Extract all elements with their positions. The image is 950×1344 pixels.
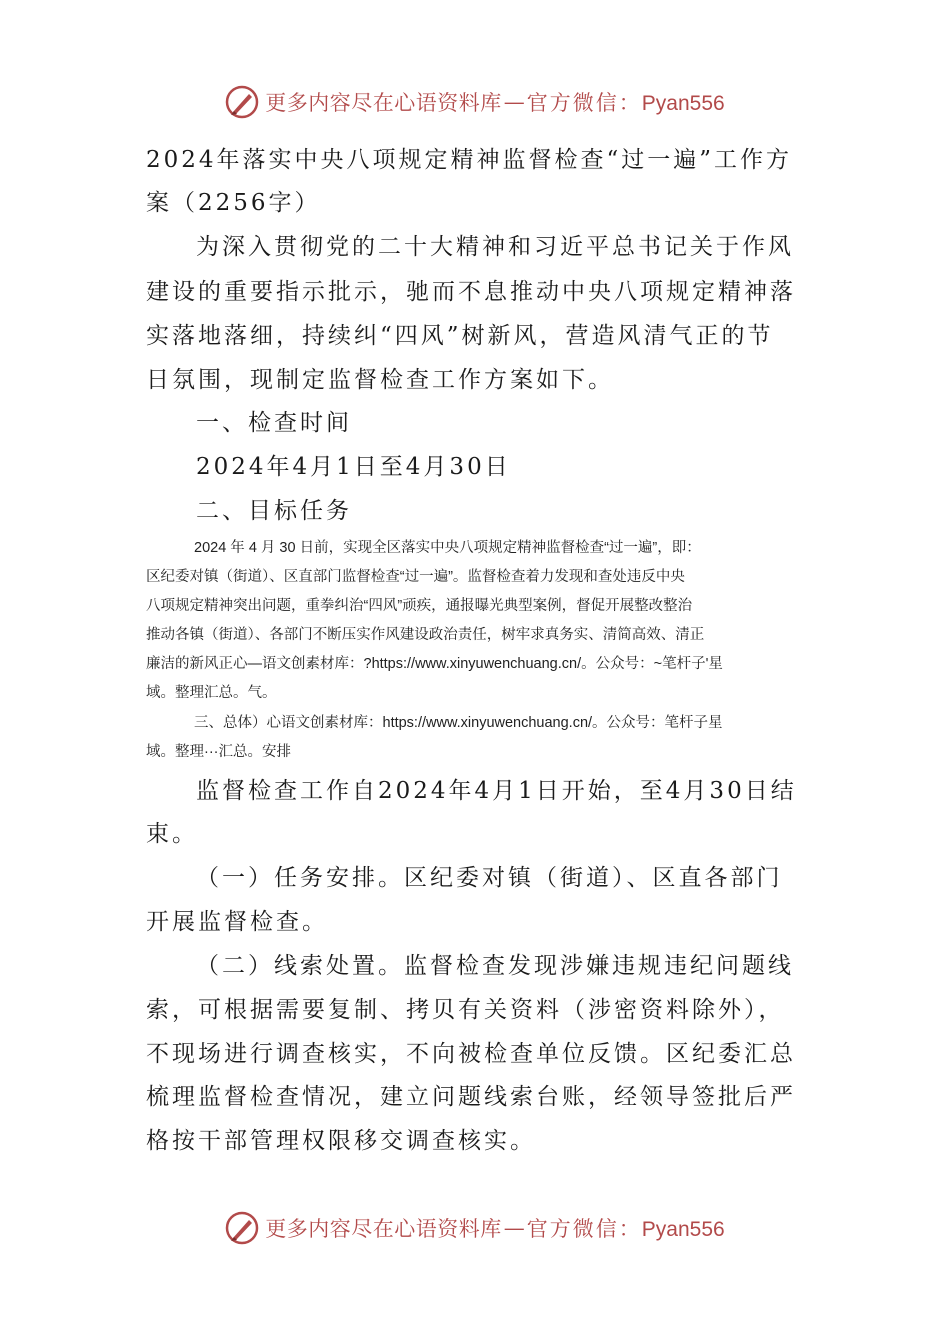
footer-watermark-banner [0, 1208, 950, 1248]
body-line-7: 不现场进行调查核实，不向被检查单位反馈。区纪委汇总 [146, 1041, 796, 1067]
body-line-6: 索，可根据需要复制、拷贝有关资料（涉密资料除外）， [146, 997, 785, 1023]
banner-dash: — [503, 90, 525, 114]
body-line-2: 束。 [146, 821, 198, 847]
section-2-heading: 二、目标任务 [196, 498, 352, 524]
document-title-line-1: 2024年落实中央八项规定精神监督检查“过一遍”工作方 [146, 147, 793, 173]
small-text-line-5: 廉洁的新风正心—语文创素材库：?https://www.xinyuwenchuang.cn/。公众号：~笔杆子'星 [146, 656, 723, 672]
small-text-line-3: 八项规定精神突出问题，重拳纠治“四风”顽疾，通报曝光典型案例，督促开展整改整治 [146, 598, 693, 614]
body-line-5: （二）线索处置。监督检查发现涉嫌违规违纪问题线 [196, 953, 794, 979]
banner-sub-prefix: 官方微信： [526, 1217, 642, 1241]
pen-logo-icon [225, 1211, 259, 1245]
banner-sub-text [527, 1213, 725, 1243]
intro-line-3: 实落地落细，持续纠“四风”树新风，营造风清气正的节 [146, 323, 774, 349]
intro-line-4: 日氛围，现制定监督检查工作方案如下。 [146, 367, 614, 393]
intro-line-2: 建设的重要指示批示，驰而不息推动中央八项规定精神落 [146, 279, 796, 305]
pen-logo-icon [225, 85, 259, 119]
intro-line-1: 为深入贯彻党的二十大精神和习近平总书记关于作风 [196, 234, 794, 260]
body-line-8: 梳理监督检查情况，建立问题线索台账，经领导签批后严 [146, 1084, 796, 1110]
small-text-line-2: 区纪委对镇（街道）、区直部门监督检查“过一遍”。监督检查着力发现和查处违反中央 [146, 569, 685, 585]
small-text-line-4: 推动各镇（街道）、各部门不断压实作风建设政治责任，树牢求真务实、清简高效、清正 [146, 627, 705, 643]
banner-main-text: 更多内容尽在心语资料库 [265, 91, 502, 115]
header-watermark-banner [0, 82, 950, 122]
banner-wechat-id: Pyan556 [641, 1218, 725, 1241]
banner-sub-prefix: 官方微信： [526, 91, 642, 115]
small-text-line-7: 三、总体）心语文创素材库：https://www.xinyuwenchuang.cn/。公众号：笔杆子星 [194, 715, 723, 731]
document-title-line-2: 案（2256字） [146, 190, 321, 216]
body-line-3: （一）任务安排。区纪委对镇（街道）、区直各部门 [196, 865, 783, 891]
banner-main-text: 更多内容尽在心语资料库 [265, 1217, 502, 1241]
small-text-line-8: 域。整理···汇总。安排 [146, 744, 291, 760]
banner-dash: — [503, 1216, 525, 1240]
body-line-1: 监督检查工作自2024年4月1日开始，至4月30日结 [196, 778, 797, 804]
small-text-line-1: 2024 年 4 月 30 日前，实现全区落实中央八项规定精神监督检查“过一遍”，即： [194, 540, 701, 556]
small-text-line-6: 域。整理汇总。气。 [146, 685, 277, 701]
banner-sub-text [527, 87, 725, 117]
section-1-heading: 一、检查时间 [196, 410, 352, 436]
body-line-4: 开展监督检查。 [146, 909, 328, 935]
banner-wechat-id: Pyan556 [641, 92, 725, 115]
body-line-9: 格按干部管理权限移交调查核实。 [146, 1128, 536, 1154]
section-1-content: 2024年4月1日至4月30日 [196, 454, 511, 480]
